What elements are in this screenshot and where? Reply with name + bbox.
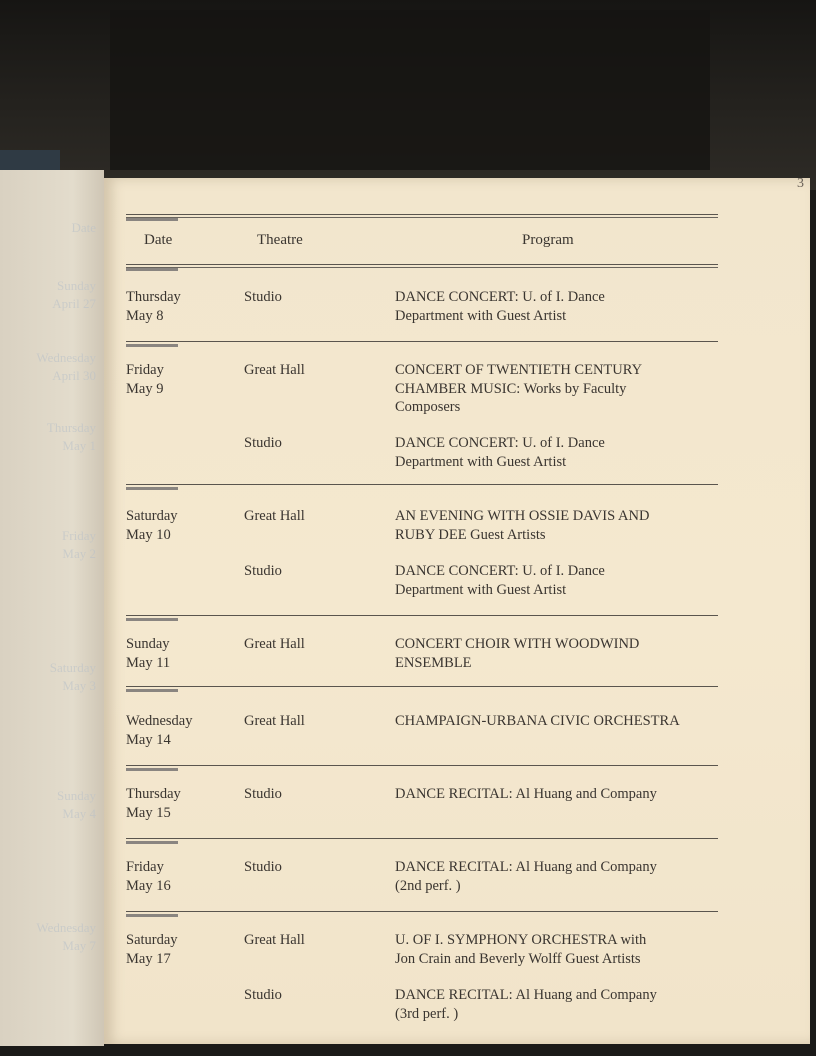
row-theatre bbox=[244, 288, 384, 307]
show-through-text bbox=[8, 220, 100, 1000]
row-theatre bbox=[244, 434, 384, 453]
background-shadow bbox=[110, 10, 710, 170]
row-program-line: Department with Guest Artist bbox=[395, 307, 567, 324]
row-program-line: U. OF I. SYMPHONY ORCHESTRA with bbox=[395, 932, 647, 948]
row-program-line: DANCE CONCERT: U. of I. Dance bbox=[395, 563, 605, 579]
row-program-line: CONCERT OF TWENTIETH CENTURY bbox=[395, 362, 643, 378]
row-date-line: Thursday bbox=[126, 289, 181, 305]
ghost-text: May 4 bbox=[62, 806, 96, 821]
row-date-line: May 9 bbox=[126, 380, 164, 397]
row-program bbox=[395, 562, 725, 599]
row-program-line: (3rd perf. ) bbox=[395, 1005, 459, 1022]
schedule-page bbox=[104, 178, 810, 1044]
header-theatre: Theatre bbox=[257, 232, 303, 248]
row-program-line: Department with Guest Artist bbox=[395, 581, 567, 598]
row-theatre bbox=[244, 858, 384, 877]
rule-tab bbox=[126, 768, 178, 771]
row-date-line: Friday bbox=[126, 362, 164, 378]
header-date: Date bbox=[144, 232, 173, 248]
ghost-text: Wednesday bbox=[36, 350, 96, 365]
row-date-line: May 16 bbox=[126, 877, 171, 894]
row-program-line: Jon Crain and Beverly Wolff Guest Artists bbox=[395, 950, 641, 967]
row-theatre bbox=[244, 712, 384, 731]
row-date-line: May 8 bbox=[126, 307, 164, 324]
row-program bbox=[395, 361, 725, 417]
row-date bbox=[126, 712, 236, 749]
rule-tab bbox=[126, 268, 178, 271]
row-theatre-line: Studio bbox=[244, 987, 282, 1003]
header-bottom-rule bbox=[126, 264, 718, 268]
ghost-text: Thursday bbox=[46, 420, 96, 435]
ghost-text: Friday bbox=[62, 528, 96, 543]
rule-tab bbox=[126, 344, 178, 347]
page-number: 3 bbox=[797, 176, 804, 191]
rule-tab bbox=[126, 487, 178, 490]
row-program bbox=[395, 434, 725, 471]
row-date bbox=[126, 361, 236, 398]
row-date-line: May 14 bbox=[126, 731, 171, 748]
row-separator bbox=[126, 484, 718, 485]
row-theatre-line: Great Hall bbox=[244, 636, 305, 652]
row-theatre bbox=[244, 986, 384, 1005]
row-separator bbox=[126, 838, 718, 839]
row-date-line: Wednesday bbox=[126, 713, 193, 729]
row-program bbox=[395, 507, 725, 544]
row-theatre bbox=[244, 507, 384, 526]
row-theatre bbox=[244, 361, 384, 380]
row-program-line: Composers bbox=[395, 399, 461, 415]
row-program bbox=[395, 712, 725, 731]
row-theatre-line: Great Hall bbox=[244, 932, 305, 948]
rule-tab bbox=[126, 841, 178, 844]
ghost-text: Wednesday bbox=[36, 920, 96, 935]
ghost-text: May 3 bbox=[62, 678, 96, 693]
rule-tab bbox=[126, 689, 178, 692]
row-program-line: DANCE RECITAL: Al Huang and Company bbox=[395, 987, 657, 1003]
row-theatre-line: Studio bbox=[244, 563, 282, 579]
ghost-text: Sunday bbox=[57, 278, 96, 293]
row-theatre-line: Studio bbox=[244, 859, 282, 875]
row-theatre bbox=[244, 635, 384, 654]
row-date bbox=[126, 931, 236, 968]
ghost-text: Date bbox=[71, 220, 96, 235]
row-theatre-line: Great Hall bbox=[244, 362, 305, 378]
row-program bbox=[395, 785, 725, 804]
row-theatre-line: Great Hall bbox=[244, 713, 305, 729]
row-date bbox=[126, 635, 236, 672]
row-separator bbox=[126, 686, 718, 687]
row-date-line: Sunday bbox=[126, 636, 170, 652]
row-program bbox=[395, 635, 725, 672]
rule-tab bbox=[126, 914, 178, 917]
row-theatre bbox=[244, 562, 384, 581]
row-program-line: CONCERT CHOIR WITH WOODWIND bbox=[395, 636, 640, 652]
row-theatre-line: Great Hall bbox=[244, 508, 305, 524]
row-program-line: (2nd perf. ) bbox=[395, 877, 461, 894]
row-program bbox=[395, 986, 725, 1023]
header-program: Program bbox=[522, 232, 574, 248]
row-theatre-line: Studio bbox=[244, 435, 282, 451]
row-date-line: Friday bbox=[126, 859, 164, 875]
row-program bbox=[395, 288, 725, 325]
row-program bbox=[395, 931, 725, 968]
row-program-line: DANCE RECITAL: Al Huang and Company bbox=[395, 786, 657, 802]
row-separator bbox=[126, 615, 718, 616]
ghost-text: Sunday bbox=[57, 788, 96, 803]
ghost-text: April 30 bbox=[52, 368, 96, 383]
rule-tab bbox=[126, 218, 178, 221]
row-date bbox=[126, 507, 236, 544]
ghost-text: May 7 bbox=[62, 938, 96, 953]
row-date-line: Thursday bbox=[126, 786, 181, 802]
row-program bbox=[395, 858, 725, 895]
row-program-line: ENSEMBLE bbox=[395, 654, 472, 671]
row-program-line: CHAMBER MUSIC: Works by Faculty bbox=[395, 380, 627, 397]
ghost-text: May 2 bbox=[62, 546, 96, 561]
row-program-line: RUBY DEE Guest Artists bbox=[395, 526, 546, 543]
row-program-line: Department with Guest Artist bbox=[395, 453, 567, 470]
row-date bbox=[126, 858, 236, 895]
row-program-line: AN EVENING WITH OSSIE DAVIS AND bbox=[395, 508, 650, 524]
row-date-line: May 17 bbox=[126, 950, 171, 967]
ghost-text: Saturday bbox=[49, 660, 96, 675]
row-date-line: Saturday bbox=[126, 932, 178, 948]
binding-edge bbox=[0, 150, 60, 172]
header-top-rule bbox=[126, 214, 718, 218]
row-theatre bbox=[244, 931, 384, 950]
row-program-line: CHAMPAIGN-URBANA CIVIC ORCHESTRA bbox=[395, 713, 680, 729]
rule-tab bbox=[126, 618, 178, 621]
row-date-line: May 11 bbox=[126, 654, 171, 671]
row-separator bbox=[126, 765, 718, 766]
row-date bbox=[126, 288, 236, 325]
row-theatre-line: Studio bbox=[244, 289, 282, 305]
row-separator bbox=[126, 911, 718, 912]
row-program-line: DANCE CONCERT: U. of I. Dance bbox=[395, 289, 605, 305]
row-date bbox=[126, 785, 236, 822]
row-program-line: DANCE RECITAL: Al Huang and Company bbox=[395, 859, 657, 875]
row-theatre bbox=[244, 785, 384, 804]
row-date-line: May 15 bbox=[126, 804, 171, 821]
row-program-line: DANCE CONCERT: U. of I. Dance bbox=[395, 435, 605, 451]
row-date-line: May 10 bbox=[126, 526, 171, 543]
row-date-line: Saturday bbox=[126, 508, 178, 524]
ghost-text: May 1 bbox=[62, 438, 96, 453]
row-theatre-line: Studio bbox=[244, 786, 282, 802]
ghost-text: April 27 bbox=[52, 296, 96, 311]
row-separator bbox=[126, 341, 718, 342]
